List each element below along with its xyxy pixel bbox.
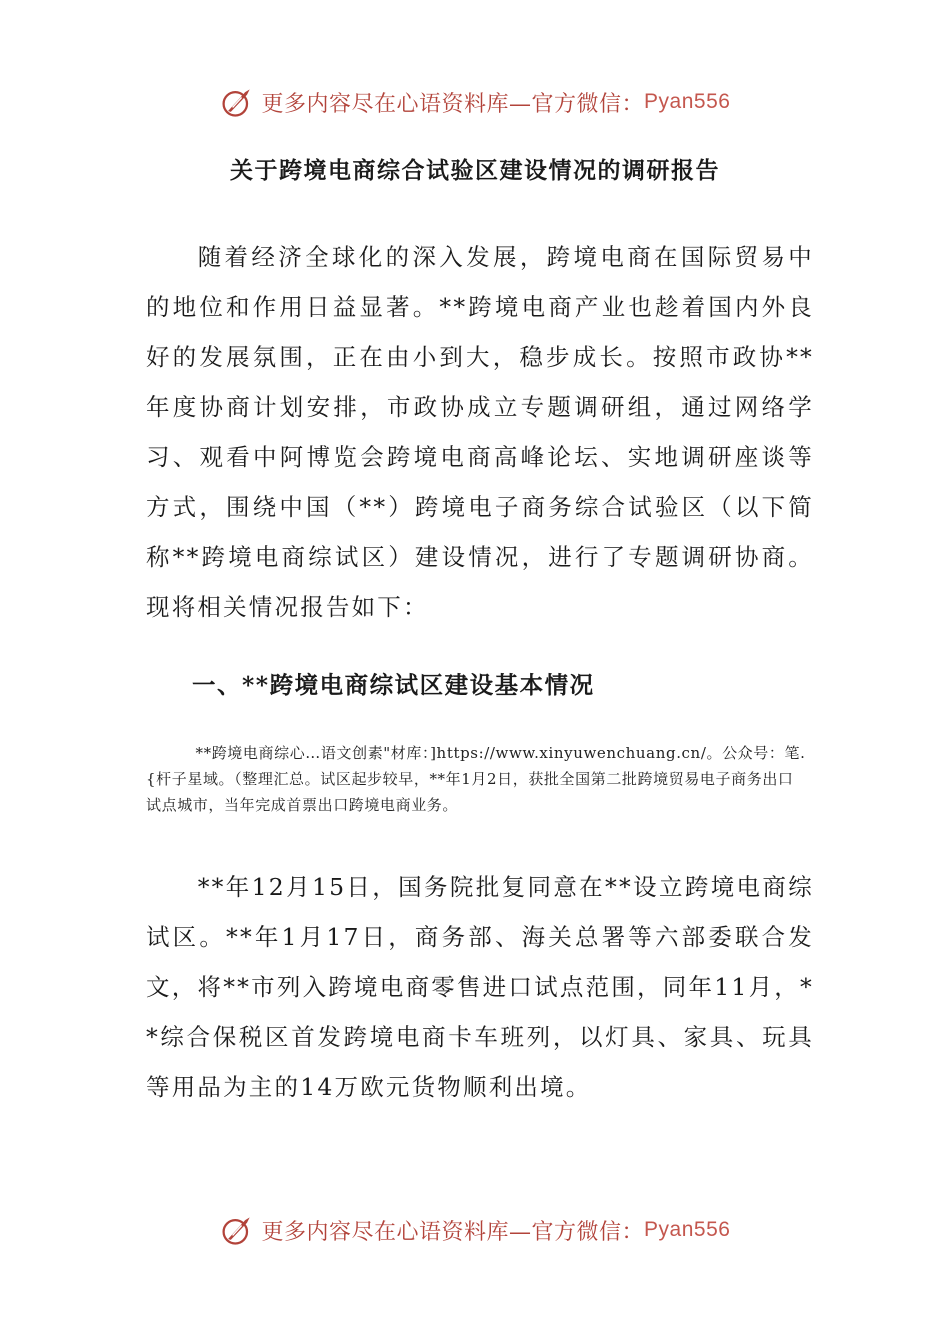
document-title: 关于跨境电商综合试验区建设情况的调研报告	[230, 157, 720, 184]
banner-wechat-id: Pyan556	[644, 1218, 731, 1241]
quill-pen-logo-icon	[220, 1212, 256, 1248]
body-paragraph: **年12月15日，国务院批复同意在**设立跨境电商综试区。**年1月17日，商务部、海关总署等六部委联合发文，将**市列入跨境电商零售进口试点范围，同年11月，**综合保税区首发跨境电商卡车班列，以灯具、家具、玩具等用品为主的14万欧元货物顺利出境。	[146, 873, 814, 1101]
footer-banner	[0, 1208, 950, 1252]
banner-wechat-id: Pyan556	[644, 90, 731, 113]
section-heading: 一、**跨境电商综试区建设基本情况	[192, 671, 595, 699]
intro-paragraph: 随着经济全球化的深入发展，跨境电商在国际贸易中的地位和作用日益显著。**跨境电商产业也趁着国内外良好的发展氛围，正在由小到大，稳步成长。按照市政协**年度协商计划安排，市政协成立专题调研组，通过网络学习、观看中阿博览会跨境电商高峰论坛、实地调研座谈等方式，围绕中国（**）跨境电子商务综合试验区（以下简称**跨境电商综试区）建设情况，进行了专题调研协商。现将相关情况报告如下：	[146, 243, 814, 621]
watermark-note-paragraph: **跨境电商综心…语文创素"材库：]https://www.xinyuwenchuang.cn/。公众号：笔.{杆子星域。（整理汇总。试区起步较早，**年1月2日，获批全国第二批跨境贸易电子商务出口试点城市，当年完成首票出口跨境电商业务。	[146, 744, 806, 814]
banner-text: 更多内容尽在心语资料库—官方微信：	[261, 1219, 645, 1245]
banner-text: 更多内容尽在心语资料库—官方微信：	[261, 91, 645, 117]
header-banner	[0, 80, 950, 124]
quill-pen-logo-icon	[220, 84, 256, 120]
